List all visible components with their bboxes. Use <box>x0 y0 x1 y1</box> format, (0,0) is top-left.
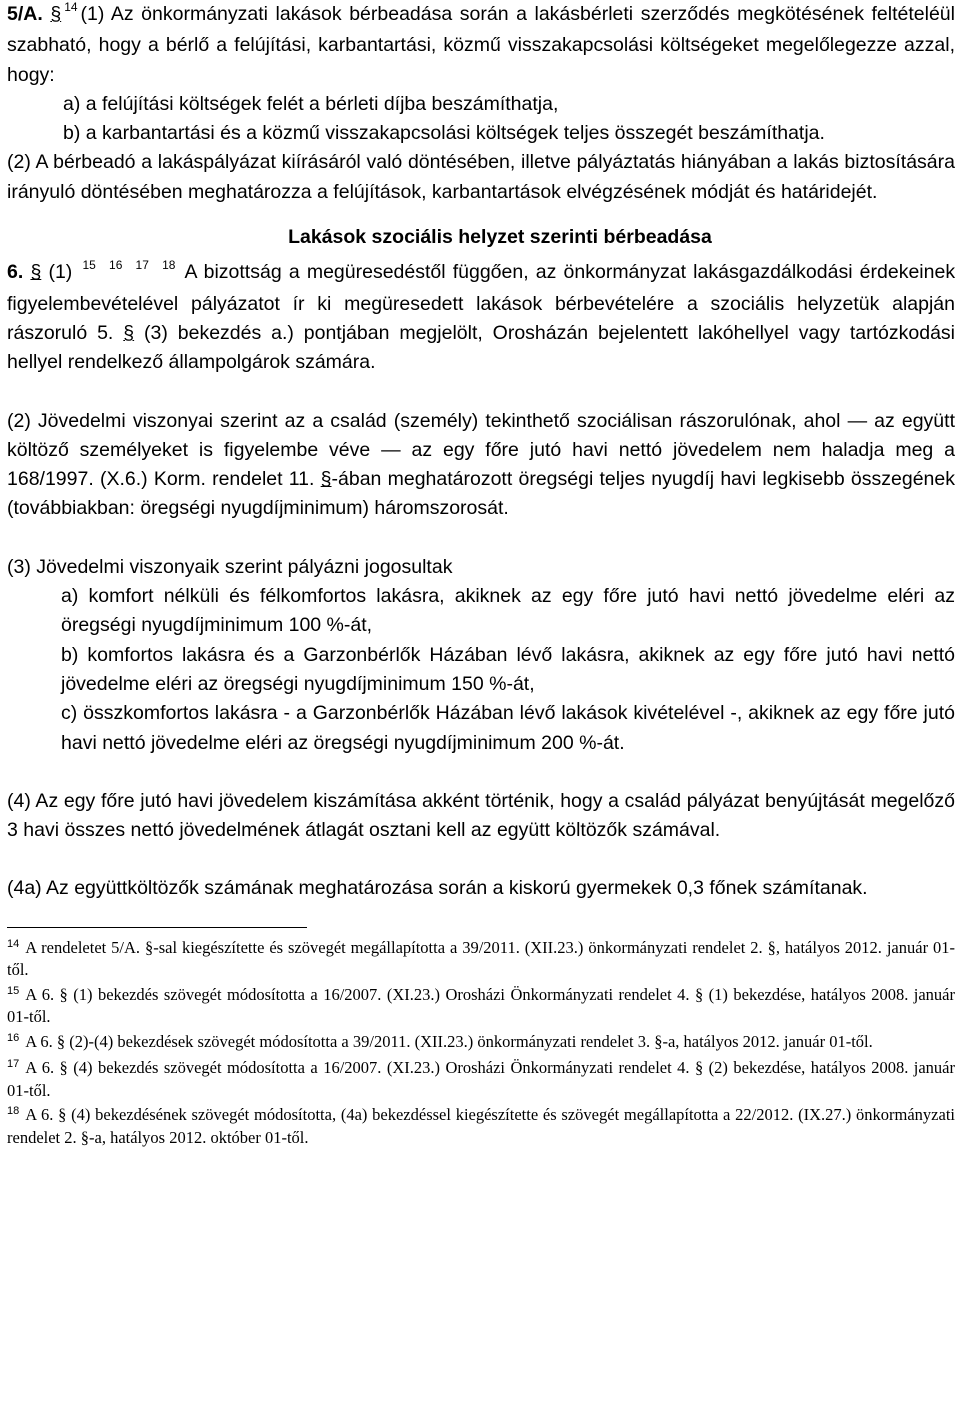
paragraph-text: (2) Jövedelmi viszonyai szerint az a család (személy) tekinthető szociálisan rászorulónak, ahol — az együtt költöző személyeket is figyelembe véve — az egy főre jutó havi nettó jövedelem nem haladja meg a 168/1997. (X.6.) Korm. rendelet 11. <box>7 409 955 491</box>
footnote-ref[interactable]: 18 <box>162 258 176 273</box>
list-item: b) a karbantartási és a közmű visszakapcsolási költségek teljes összegét beszámíthatja. <box>63 122 825 145</box>
section-sign[interactable]: § <box>50 3 62 25</box>
section-sign[interactable]: § <box>30 261 42 284</box>
section-6-paragraph-1 <box>7 258 955 377</box>
footnote <box>7 1058 955 1101</box>
footnote-text: A 6. § (4) bekezdésének szövegét módosította, (4a) bekezdéssel kiegészítette és szövegét megállapította a 22/2012. (IX.27.) önkormányzati rendelet 2. §-a, hatályos 2012. október 01-től. <box>7 1105 955 1147</box>
footnote-ref[interactable]: 17 <box>135 258 149 273</box>
list-item: c) összkomfortos lakásra - a Garzonbérlők Házában lévő lakások kivételével -, akiknek az egy főre jutó havi nettó jövedelme eléri az öregségi nyugdíjminimum 200 %-át. <box>61 702 955 754</box>
section-5a <box>7 0 955 207</box>
footnote <box>7 985 955 1028</box>
section-heading: Lakások szociális helyzet szerinti bérbeadása <box>288 226 712 249</box>
footnote-number: 15 <box>7 984 20 997</box>
footnote-text: A 6. § (1) bekezdés szövegét módosította a 16/2007. (XI.23.) Orosházi Önkormányzati rendelet 4. § (1) bekezdése, hatályos 2008. január 01-től. <box>7 984 955 1027</box>
paragraph-text: (1) Az önkormányzati lakások bérbeadása során a lakásbérleti szerződés megkötésének feltételéül szabható, hogy a bérlő a felújítási, karbantartási, közmű visszakapcsolási költségeket megelőlegezze azzal, hogy: <box>7 3 955 86</box>
section-6-paragraph-2 <box>7 407 955 524</box>
list-item: a) a felújítási költségek felét a bérleti díjba beszámíthatja, <box>63 92 559 115</box>
paragraph-label: (1) <box>48 261 73 284</box>
footnote-text: A 6. § (2)-(4) bekezdések szövegét módosította a 39/2011. (XII.23.) önkormányzati rendelet 3. §-a, hatályos 2012. január 01-től. <box>25 1031 873 1051</box>
footnote-divider <box>7 927 307 928</box>
footnote-text: A rendeletet 5/A. §-sal kiegészítette és szövegét megállapította a 39/2011. (XII.23.) önkormányzati rendelet 2. §, hatályos 2012. január 01-től. <box>7 937 955 980</box>
list-item: b) komfortos lakásra és a Garzonbérlők Házában lévő lakásra, akiknek az egy főre jutó havi nettó jövedelme eléri az öregségi nyugdíjminimum 150 %-át, <box>61 643 955 695</box>
section-number: 5/A. <box>7 3 43 25</box>
section-6-paragraph-3-intro: (3) Jövedelmi viszonyaik szerint pályázni jogosultak <box>7 555 453 578</box>
section-6 <box>7 258 955 903</box>
footnote-number: 14 <box>7 937 20 950</box>
footnotes <box>7 938 955 1149</box>
footnote-ref[interactable]: 15 <box>82 258 96 273</box>
section-6-paragraph-4: (4) Az egy főre jutó havi jövedelem kiszámítása akként történik, hogy a család pályázat benyújtását megelőző 3 havi összes nettó jövedelmének átlagát osztani kell az együtt költözők számával. <box>7 789 955 842</box>
section-6-paragraph-4a: (4a) Az együttköltözők számának meghatározása során a kiskorú gyermekek 0,3 főnek számítanak. <box>7 877 868 900</box>
paragraph-text: (3) bekezdés a.) pontjában megjelölt, Orosházán bejelentett lakóhellyel vagy tartózkodási hellyel rendelkező állampolgárok számára. <box>7 321 956 374</box>
section-sign-link[interactable]: § <box>123 321 135 344</box>
paragraph-text: -ában meghatározott öregségi teljes nyugdíj havi legkisebb összegének (továbbiakban: öregségi nyugdíjminimum) háromszorosát. <box>7 468 955 520</box>
footnote-number: 18 <box>7 1105 20 1118</box>
footnote <box>7 938 955 981</box>
paragraph-text: A bizottság a megüresedéstől függően, az önkormányzat lakásgazdálkodási érdekeinek figyelembevételével pályázatot ír ki megüresedett lakások bérbevételére a szociális helyzetük alapján rászoruló 5. <box>7 261 956 344</box>
section-number: 6. <box>7 261 24 284</box>
section-sign-link[interactable]: § <box>320 468 332 491</box>
document-page <box>7 0 955 1152</box>
footnote-ref[interactable]: 16 <box>109 258 123 273</box>
section-5a-paragraph-1 <box>7 0 955 90</box>
footnote-text: A 6. § (4) bekezdés szövegét módosította a 16/2007. (XI.23.) Orosházi Önkormányzati rendelet 4. § (2) bekezdése, hatályos 2008. január 01-től. <box>7 1058 955 1100</box>
footnote-ref[interactable]: 14 <box>64 0 78 14</box>
footnote <box>7 1032 955 1055</box>
footnote-number: 17 <box>7 1058 20 1071</box>
section-5a-paragraph-2: (2) A bérbeadó a lakáspályázat kiírásáról való döntésében, illetve pályáztatás hiányában a lakás biztosítására irányuló döntésében meghatározza a felújítások, karbantartások elvégzésének módját és határidejét. <box>7 151 955 203</box>
list-item: a) komfort nélküli és félkomfortos lakásra, akiknek az egy főre jutó havi nettó jövedelme eléri az öregségi nyugdíjminimum 100 %-át, <box>61 585 955 637</box>
footnote-number: 16 <box>7 1031 20 1044</box>
footnote <box>7 1105 955 1148</box>
